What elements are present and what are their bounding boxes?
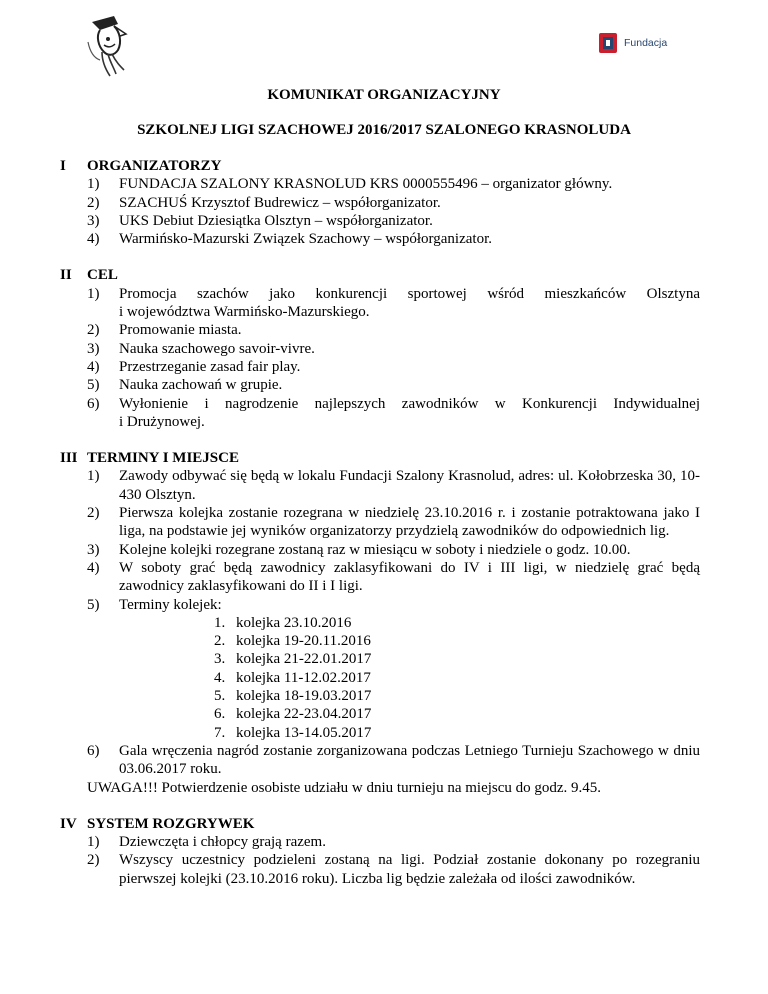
list-item: 4) W soboty grać będą zawodnicy zaklasyfikowani do IV i III ligi, w niedzielę grać będą zawodnicy zaklasyfikowani do II i I ligi.: [87, 559, 700, 595]
document-title: KOMUNIKAT ORGANIZACYJNY: [267, 87, 501, 103]
section-game-system: [60, 815, 700, 888]
list-item-continuation: i Drużynowej.: [119, 413, 205, 430]
section-organizers: [60, 157, 700, 248]
section-heading: IV SYSTEM ROZGRYWEK: [60, 815, 255, 832]
section-dates-and-place: [60, 449, 700, 797]
document-body: [60, 157, 700, 906]
document-subtitle: SZKOLNEJ LIGI SZACHOWEJ 2016/2017 SZALONEGO KRASNOLUDA: [137, 122, 631, 138]
list-item-continuation: i województwa Warmińsko-Mazurskiego.: [119, 304, 370, 321]
list-item: 2) SZACHUŚ Krzysztof Budrewicz – współorganizator.: [87, 194, 441, 211]
section-heading: III TERMINY I MIEJSCE: [60, 450, 239, 467]
section-goal: [60, 266, 700, 431]
list-item: 5) Nauka zachowań w grupie.: [87, 377, 283, 394]
section-heading: II CEL: [60, 267, 118, 284]
list-item: 4) Przestrzeganie zasad fair play.: [87, 358, 301, 375]
list-item: 3) Nauka szachowego savoir-vivre.: [87, 340, 315, 357]
fundacja-logo-text: Fundacja: [624, 37, 668, 49]
list-item: 4) Warmińsko-Mazurski Związek Szachowy – współorganizator.: [87, 231, 493, 248]
list-item: 1) Promocja szachów jako konkurencji sportowej wśród mieszkańców Olsztyna: [87, 285, 700, 302]
round-item: 6. kolejka 22-23.04.2017: [214, 706, 372, 723]
list-item: 3) UKS Debiut Dziesiątka Olsztyn – współorganizator.: [87, 212, 433, 229]
list-item: 1) Dziewczęta i chłopcy grają razem.: [87, 834, 326, 851]
round-item: 2. kolejka 19-20.11.2016: [214, 633, 371, 650]
list-item: 3) Kolejne kolejki rozegrane zostaną raz w miesiącu w soboty i niedziele o godz. 10.00.: [87, 541, 631, 558]
list-item: 2) Pierwsza kolejka zostanie rozegrana w niedzielę 23.10.2016 r. i zostanie potraktowana jako I liga, na podstawie jej wyników organizatorzy przydzielą zawodników do odpowiednich lig.: [87, 505, 700, 540]
krasnolud-logo: [78, 12, 134, 80]
list-item: 6) Wyłonienie i nagrodzenie najlepszych zawodników w Konkurencji Indywidualnej: [87, 395, 700, 412]
list-item: 6) Gala wręczenia nagród zostanie zorganizowana podczas Letniego Turnieju Szachowego w dniu 03.06.2017 roku.: [87, 742, 700, 778]
list-item: 2) Wszyscy uczestnicy podzieleni zostaną na ligi. Podział zostanie dokonany po rozegraniu pierwszej kolejki (23.10.2016 roku). Liczba lig będzie zależała od ilości zawodników.: [87, 852, 700, 887]
fundacja-logo: [597, 28, 667, 58]
list-item: 2) Promowanie miasta.: [87, 322, 242, 339]
fundacja-logo-mark: [597, 30, 619, 56]
section-heading: I ORGANIZATORZY: [60, 158, 222, 174]
list-item: 1) FUNDACJA SZALONY KRASNOLUD KRS 0000555496 – organizator główny.: [87, 176, 613, 193]
round-item: 3. kolejka 21-22.01.2017: [214, 651, 372, 668]
list-item: 1) Zawody odbywać się będą w lokalu Fundacji Szalony Krasnolud, adres: ul. Kołobrzeska 30, 10-430 Olsztyn.: [87, 468, 700, 503]
round-item: 7. kolejka 13-14.05.2017: [214, 724, 372, 741]
attention-note: UWAGA!!! Potwierdzenie osobiste udziału w dniu turnieju na miejscu do godz. 9.45.: [87, 779, 602, 796]
round-item: 5. kolejka 18-19.03.2017: [214, 688, 372, 705]
round-item: 4. kolejka 11-12.02.2017: [214, 669, 371, 686]
round-item: 1. kolejka 23.10.2016: [214, 614, 352, 631]
list-item: 5) Terminy kolejek:: [87, 596, 222, 613]
